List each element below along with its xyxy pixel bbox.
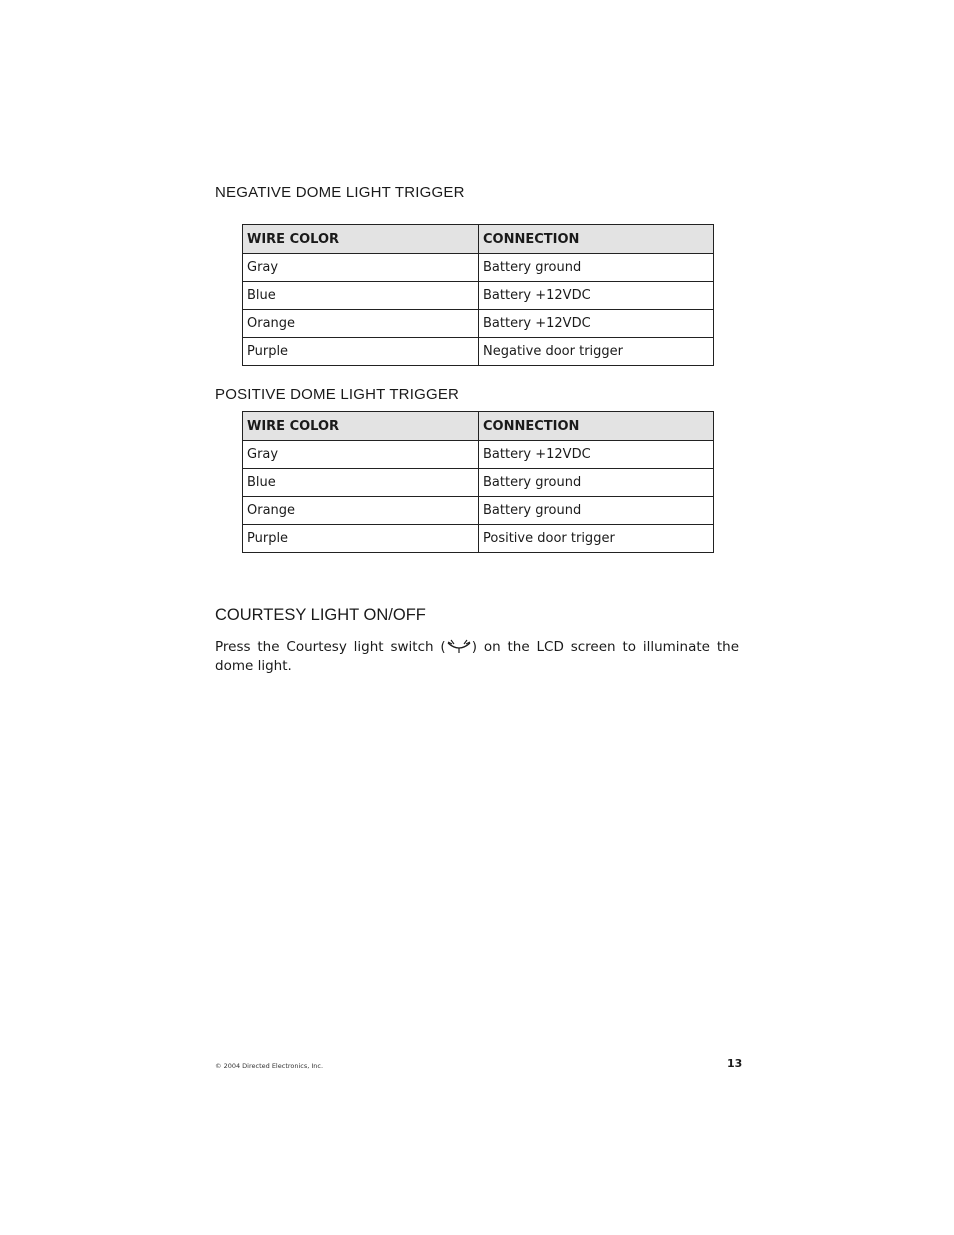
wire-color-cell: Gray [243, 254, 479, 282]
wire-color-cell: Orange [243, 497, 479, 525]
wire-color-cell: Orange [243, 310, 479, 338]
wire-color-cell: Blue [243, 469, 479, 497]
column-header-connection: CONNECTION [479, 412, 714, 441]
table-row [243, 525, 714, 553]
wire-color-cell: Gray [243, 441, 479, 469]
table-header-row [243, 225, 714, 254]
column-header-wire-color: WIRE COLOR [243, 225, 479, 254]
connection-cell: Battery +12VDC [479, 282, 714, 310]
table-row [243, 469, 714, 497]
table-row [243, 310, 714, 338]
table-row [243, 338, 714, 366]
table-row [243, 441, 714, 469]
connection-cell: Positive door trigger [479, 525, 714, 553]
wire-color-cell: Purple [243, 525, 479, 553]
connection-cell: Battery ground [479, 497, 714, 525]
connection-cell: Battery ground [479, 469, 714, 497]
table-row [243, 497, 714, 525]
negative-trigger-heading: NEGATIVE DOME LIGHT TRIGGER [215, 184, 465, 201]
column-header-connection: CONNECTION [479, 225, 714, 254]
connection-cell: Battery ground [479, 254, 714, 282]
positive-trigger-heading: POSITIVE DOME LIGHT TRIGGER [215, 386, 460, 403]
column-header-wire-color: WIRE COLOR [243, 412, 479, 441]
page-number: 13 [727, 1057, 743, 1070]
courtesy-light-title: COURTESY LIGHT ON/OFF [215, 606, 426, 624]
positive-trigger-table [242, 411, 714, 553]
courtesy-light-icon [446, 638, 472, 654]
wire-color-cell: Purple [243, 338, 479, 366]
wire-color-cell: Blue [243, 282, 479, 310]
paragraph-text-start: Press the Courtesy light switch ( [215, 639, 446, 655]
connection-cell: Battery +12VDC [479, 441, 714, 469]
courtesy-light-paragraph [215, 638, 739, 676]
table-row [243, 282, 714, 310]
connection-cell: Negative door trigger [479, 338, 714, 366]
paragraph-text-end: ) on the LCD screen to illuminate the dome light. [215, 639, 740, 674]
table-row [243, 254, 714, 282]
negative-trigger-table [242, 224, 714, 366]
copyright-footer: © 2004 Directed Electronics, Inc. [215, 1062, 324, 1070]
connection-cell: Battery +12VDC [479, 310, 714, 338]
table-header-row [243, 412, 714, 441]
